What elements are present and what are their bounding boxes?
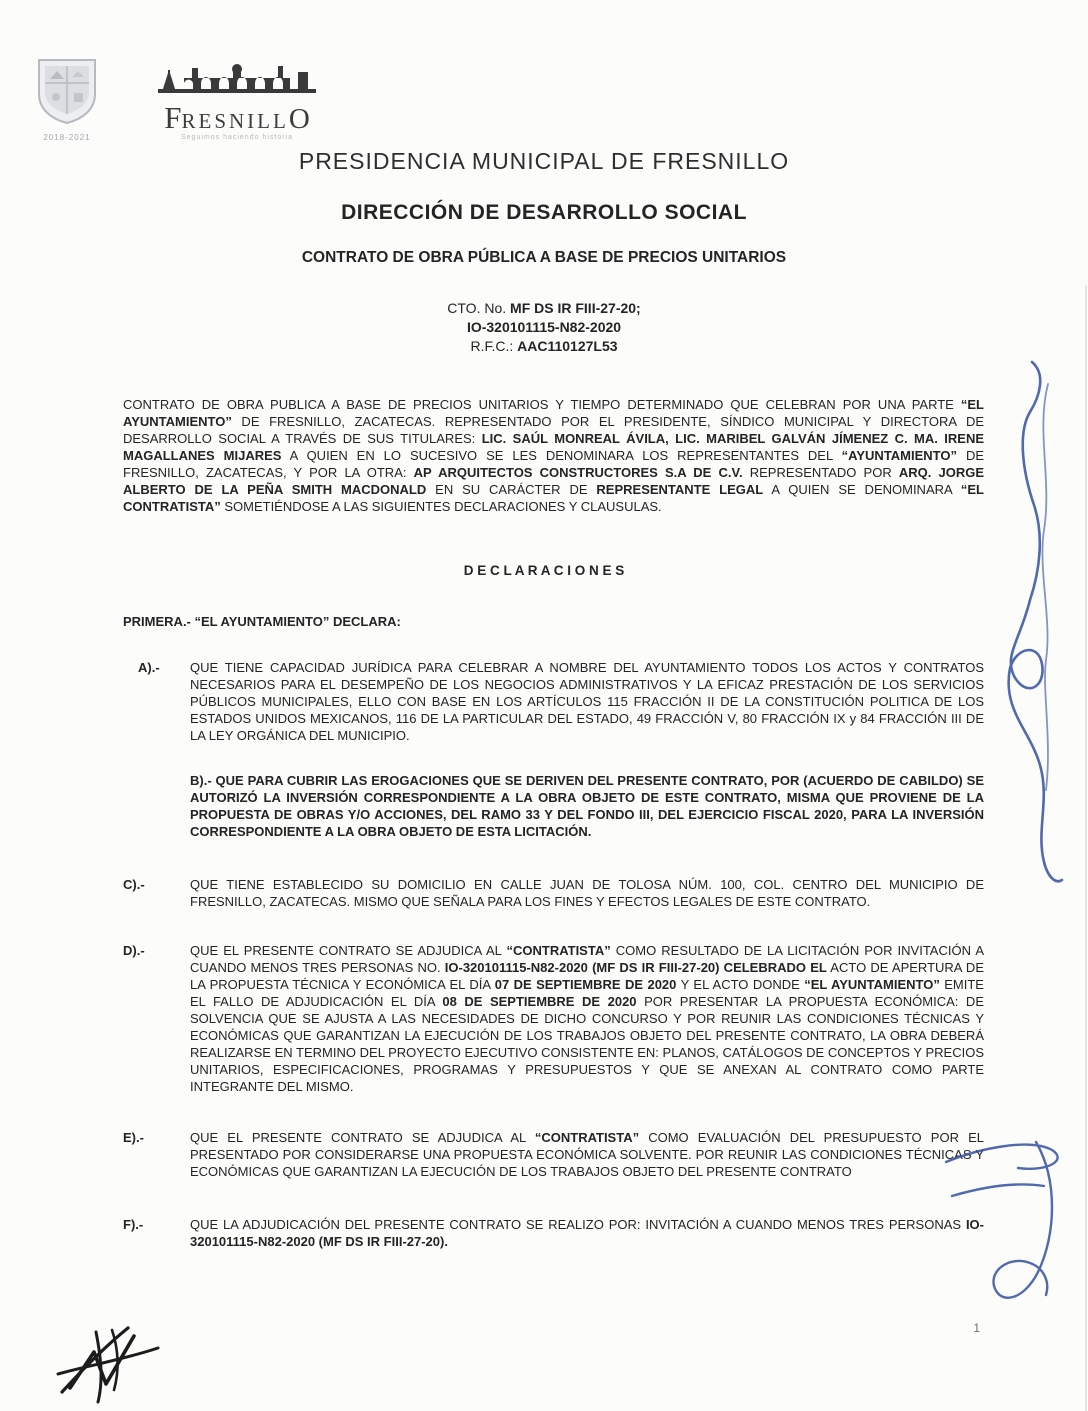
declaration-label-a: A).- xyxy=(138,659,160,675)
declaration-label-c: C).- xyxy=(123,876,145,892)
declarations-heading: D E C L A R A C I O N E S xyxy=(463,562,625,578)
intro-paragraph: CONTRATO DE OBRA PUBLICA A BASE DE PRECIOS UNITARIOS Y TIEMPO DETERMINADO QUE CELEBRAN POR UNA PARTE “EL AYUNTAMIENTO” DE FRESNILLO, ZACATECAS. REPRESENTADO POR EL PRESIDENTE, SÍNDICO MUNICIPAL Y DIRECTORA DE DESARROLLO SOCIAL A TRAVÉS DE SUS TITULARES: LIC. SAÚL MONREAL ÁVILA, LIC. MARIBEL GALVÁN JÍMENEZ C. MA. IRENE MAGALLANES MIJARES A QUIEN EN LO SUCESIVO SE LES DENOMINARA LOS REPRESENTANTES DEL “AYUNTAMIENTO” DE FRESNILLO, ZACATECAS, Y POR LA OTRA: AP ARQUITECTOS CONSTRUCTORES S.A DE C.V. REPRESENTADO POR ARQ. JORGE ALBERTO DE LA PEÑA SMITH MACDONALD EN SU CARÁCTER DE REPRESENTANTE LEGAL A QUIEN SE DENOMINARA “EL CONTRATISTA” SOMETIÉNDOSE A LAS SIGUIENTES DECLARACIONES Y CLAUSULAS. xyxy=(123,396,985,514)
declaration-text-f: QUE LA ADJUDICACIÓN DEL PRESENTE CONTRATO SE REALIZO POR: INVITACIÓN A CUANDO MENOS TRES PERSONAS IO-320101115-N82-2020 (MF DS IR FIII-27-20). xyxy=(190,1216,984,1249)
crest-years: 2018-2021 xyxy=(43,133,91,142)
declaration-item-f xyxy=(123,1216,984,1250)
declaration-item-a xyxy=(123,659,984,744)
crest-shield-icon xyxy=(32,55,102,127)
contract-number-line2: IO-320101115-N82-2020 xyxy=(466,318,622,335)
wordmark-middle: RESNILL xyxy=(181,109,289,133)
declaration-label-e: E).- xyxy=(123,1129,144,1145)
wordmark-letter-o: O xyxy=(288,103,310,135)
contract-rfc-line: R.F.C.: AAC110127L53 xyxy=(470,337,618,354)
skyline-icon xyxy=(156,56,318,96)
logo-tagline: Seguimos haciendo historia xyxy=(181,134,293,141)
contract-type-title: CONTRATO DE OBRA PÚBLICA A BASE DE PRECIOS UNITARIOS xyxy=(301,249,787,266)
municipal-crest-logo xyxy=(28,55,106,142)
wordmark-letter-f: F xyxy=(164,100,182,135)
blue-signature-right-stroke2 xyxy=(1042,384,1048,790)
declaration-item-c xyxy=(123,876,984,910)
declaration-text-b: B).- QUE PARA CUBRIR LAS EROGACIONES QUE SE DERIVEN DEL PRESENTE CONTRATO, POR (ACUERDO DE CABILDO) SE AUTORIZÓ LA INVERSIÓN CORRESPONDIENTE A LA OBRA OBJETO DE ESTE CONTRATO, MISMA QUE PROVIENE DE LA PROPUESTA DE OBRAS Y/O ACCIONES, DEL RAMO 33 Y DEL FONDO III, DEL EJERCICIO FISCAL 2020, PARA LA INVERSIÓN CORRESPONDIENTE A LA OBRA OBJETO DE ESTA LICITACIÓN. xyxy=(190,772,984,839)
page-number: 1 xyxy=(973,1321,980,1335)
contract-number-block xyxy=(0,299,1088,356)
declaration-text-e: QUE EL PRESENTE CONTRATO SE ADJUDICA AL “CONTRATISTA” COMO EVALUACIÓN DEL PRESUPUESTO POR EL PRESENTADO POR CONSIDERARSE UNA PROPUESTA ECONÓMICA SOLVENTE. POR REUNIR LAS CONDICIONES TÉCNICAS Y ECONÓMICAS QUE GARANTIZAN LA EJECUCIÓN DE LOS TRABAJOS OBJETO DEL PRESENTE CONTRATO xyxy=(190,1129,984,1179)
declaration-item-e xyxy=(123,1129,984,1180)
contract-number-line1: CTO. No. MF DS IR FIII-27-20; xyxy=(447,300,641,316)
primera-declaration: PRIMERA.- “EL AYUNTAMIENTO” DECLARA: xyxy=(123,613,401,629)
fresnillo-logo xyxy=(148,56,326,141)
declaration-label-d: D).- xyxy=(123,942,145,958)
page-title: PRESIDENCIA MUNICIPAL DE FRESNILLO xyxy=(298,148,790,174)
department-title: DIRECCIÓN DE DESARROLLO SOCIAL xyxy=(341,201,747,224)
declaration-item-b xyxy=(123,772,984,840)
black-signature-bottom xyxy=(58,1328,158,1402)
declaration-text-c: QUE TIENE ESTABLECIDO SU DOMICILIO EN CALLE JUAN DE TOLOSA NÚM. 100, COL. CENTRO DEL MUNICIPIO DE FRESNILLO, ZACATECAS. MISMO QUE SEÑALA PARA LOS FINES Y EFECTOS LEGALES DE ESTE CONTRATO. xyxy=(190,876,984,909)
scan-edge-artifact xyxy=(1085,285,1087,1411)
declaration-item-d xyxy=(123,942,984,1095)
fresnillo-wordmark xyxy=(148,102,326,134)
blue-signature-right xyxy=(1009,362,1062,881)
declaration-label-f: F).- xyxy=(123,1216,144,1232)
declaration-label-b xyxy=(123,772,190,840)
declaration-text-d: QUE EL PRESENTE CONTRATO SE ADJUDICA AL “CONTRATISTA” COMO RESULTADO DE LA LICITACIÓN POR INVITACIÓN A CUANDO MENOS TRES PERSONAS NO. IO-320101115-N82-2020 (MF DS IR FIII-27-20) CELEBRADO EL ACTO DE APERTURA DE LA PROPUESTA TÉCNICA Y ECONÓMICA EL DÍA 07 DE SEPTIEMBRE DE 2020 Y EL ACTO DONDE “EL AYUNTAMIENTO” EMITE EL FALLO DE ADJUDICACIÓN EL DÍA 08 DE SEPTIEMBRE DE 2020 POR PRESENTAR LA PROPUESTA ECONÓMICA: DE SOLVENCIA QUE SE AJUSTA A LAS NECESIDADES DE DICHO CONCURSO Y POR REUNIR LAS CONDICIONES TÉCNICAS Y ECONÓMICAS QUE GARANTIZAN LA EJECUCIÓN DE LOS TRABAJOS OBJETO DEL PRESENTE CONTRATO, LA OBRA DEBERÁ REALIZARSE EN TERMINO DEL PROYECTO EJECUTIVO CONSISTENTE EN: PLANOS, CATÁLOGOS DE CONCEPTOS Y PRECIOS UNITARIOS, ESPECIFICACIONES, PROGRAMAS Y PRESUPUESTOS Y QUE SE ANEXAN AL CONTRATO COMO PARTE INTEGRANTE DEL MISMO. xyxy=(190,942,984,1094)
declaration-text-a: QUE TIENE CAPACIDAD JURÍDICA PARA CELEBRAR A NOMBRE DEL AYUNTAMIENTO TODOS LOS ACTOS Y CONTRATOS NECESARIOS PARA EL DESEMPEÑO DE LOS NEGOCIOS ADMINISTRATIVOS Y LA EFICAZ PRESTACIÓN DE LOS SERVICIOS PÚBLICOS MUNICIPALES, ELLO CON BASE EN LOS ARTÍCULOS 115 FRACCIÓN II DE LA CONSTITUCIÓN POLITICA DE LOS ESTADOS UNIDOS MEXICANOS, 116 DE LA PARTICULAR DEL ESTADO, 49 FRACCIÓN V, 80 FRACCIÓN IX y 84 FRACCIÓN III DE LA LEY ORGÁNICA DEL MUNICIPIO. xyxy=(190,659,984,743)
